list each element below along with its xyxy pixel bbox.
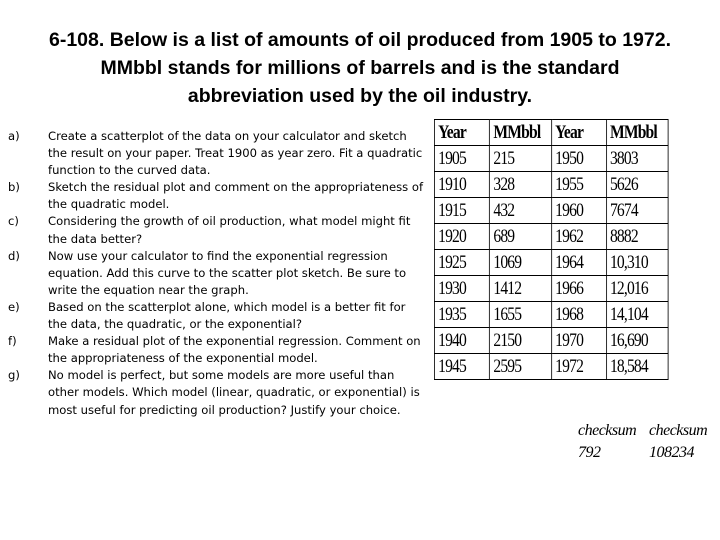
mmbbl-cell: 2595 xyxy=(490,354,552,380)
year-cell: 1962 xyxy=(551,224,606,250)
year-cell: 1960 xyxy=(551,198,606,224)
checksum-label: checksum xyxy=(649,422,708,439)
mmbbl-cell: 689 xyxy=(490,224,552,250)
mmbbl-cell: 8882 xyxy=(606,224,668,250)
oil-data-table-wrapper xyxy=(434,119,720,380)
table-row xyxy=(434,302,668,328)
table-row xyxy=(434,224,668,250)
year-cell: 1950 xyxy=(551,146,606,172)
question-label: g) xyxy=(8,368,20,383)
mmbbl-cell: 432 xyxy=(490,198,552,224)
checksum-value: 792 xyxy=(578,444,601,461)
mmbbl-cell: 1655 xyxy=(490,302,552,328)
question-text: Make a residual plot of the exponential regression. Comment on the appropriateness of the exponential model. xyxy=(48,334,421,366)
question-item xyxy=(8,333,428,367)
question-text: Create a scatterplot of the data on your calculator and sketch the result on your paper. Treat 1900 as year zero. Fit a quadratic function to the curved data. xyxy=(48,129,423,178)
year-cell: 1915 xyxy=(434,198,489,224)
page-title xyxy=(40,26,680,110)
question-label: b) xyxy=(8,180,20,195)
question-label: f) xyxy=(8,334,17,349)
checksum-label: checksum xyxy=(578,422,637,439)
question-label: e) xyxy=(8,299,20,314)
header-cell: MMbbl xyxy=(490,120,552,146)
question-item xyxy=(8,367,428,418)
mmbbl-cell: 18,584 xyxy=(606,354,668,380)
question-item xyxy=(8,299,428,333)
mmbbl-cell: 1069 xyxy=(490,250,552,276)
year-cell: 1920 xyxy=(434,224,489,250)
year-cell: 1964 xyxy=(551,250,606,276)
header-cell: MMbbl xyxy=(606,120,668,146)
mmbbl-cell: 3803 xyxy=(606,146,668,172)
header-cell: Year xyxy=(434,120,489,146)
mmbbl-cell: 2150 xyxy=(490,328,552,354)
year-cell: 1972 xyxy=(551,354,606,380)
year-cell: 1966 xyxy=(551,276,606,302)
question-text: Now use your calculator to find the exponential regression equation. Add this curve to the scatter plot sketch. Be sure to write the equation near the graph. xyxy=(48,248,407,297)
checksum-column xyxy=(649,420,707,464)
table-header-row xyxy=(434,120,668,146)
question-item xyxy=(8,128,428,179)
year-cell: 1945 xyxy=(434,354,489,380)
question-item xyxy=(8,248,428,299)
question-list xyxy=(8,128,428,419)
mmbbl-cell: 7674 xyxy=(606,198,668,224)
table-row xyxy=(434,172,668,198)
checksum-column xyxy=(578,420,636,464)
table-row xyxy=(434,198,668,224)
table-row xyxy=(434,354,668,380)
year-cell: 1905 xyxy=(434,146,489,172)
question-label: a) xyxy=(8,129,20,143)
header-cell: Year xyxy=(551,120,606,146)
table-row xyxy=(434,146,668,172)
question-item xyxy=(8,179,428,213)
mmbbl-cell: 328 xyxy=(490,172,552,198)
mmbbl-cell: 10,310 xyxy=(606,250,668,276)
mmbbl-cell: 16,690 xyxy=(606,328,668,354)
problem-number: 6-108. xyxy=(49,29,105,51)
question-text: No model is perfect, but some models are more useful than other models. Which model (linear, quadratic, or exponential) is most useful for predicting oil production? Justify your choice. xyxy=(48,368,420,417)
table-row xyxy=(434,276,668,302)
table-row xyxy=(434,250,668,276)
question-label: d) xyxy=(8,248,20,263)
question-text: Based on the scatterplot alone, which model is a better fit for the data, the quadratic, or the exponential? xyxy=(48,299,406,332)
mmbbl-cell: 5626 xyxy=(606,172,668,198)
year-cell: 1930 xyxy=(434,276,489,302)
year-cell: 1940 xyxy=(434,328,489,354)
year-cell: 1910 xyxy=(434,172,489,198)
year-cell: 1935 xyxy=(434,302,489,328)
year-cell: 1968 xyxy=(551,302,606,328)
year-cell: 1925 xyxy=(434,250,489,276)
title-text: Below is a list of amounts of oil produced from 1905 to 1972. MMbbl stands for millions of barrels and is the standard abbreviation used by the oil industry. xyxy=(100,29,671,107)
mmbbl-cell: 1412 xyxy=(490,276,552,302)
year-cell: 1970 xyxy=(551,328,606,354)
mmbbl-cell: 12,016 xyxy=(606,276,668,302)
table-row xyxy=(434,328,668,354)
question-item xyxy=(8,213,428,247)
mmbbl-cell: 14,104 xyxy=(606,302,668,328)
mmbbl-cell: 215 xyxy=(490,146,552,172)
question-text: Considering the growth of oil production, what model might fit the data better? xyxy=(48,214,411,246)
year-cell: 1955 xyxy=(551,172,606,198)
oil-data-table xyxy=(434,119,669,380)
question-text: Sketch the residual plot and comment on the appropriateness of the quadratic model. xyxy=(48,180,424,212)
question-label: c) xyxy=(8,214,19,229)
checksum-value: 108234 xyxy=(649,444,694,461)
